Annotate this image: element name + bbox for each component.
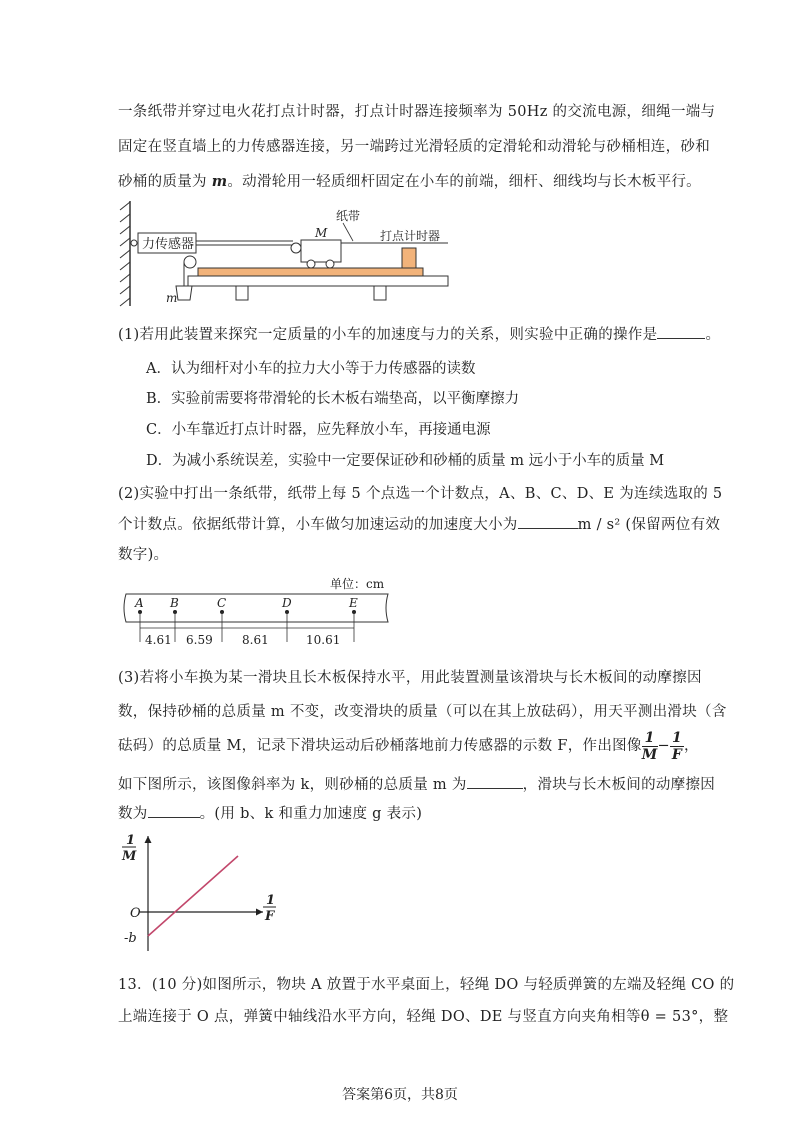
q3-line-5-text-b: 。(用 b、k 和重力加速度 g 表示) <box>199 806 423 822</box>
timer-label: 打点计时器 <box>380 229 441 243</box>
q3-mass-answer-blank[interactable] <box>467 773 523 789</box>
graph-line <box>148 856 238 936</box>
moving-pulley <box>291 243 301 253</box>
q1-option-c: C．小车靠近打点计时器，应先释放小车，再接通电源 <box>146 422 491 438</box>
intro-line-1: 一条纸带并穿过电火花打点计时器，打点计时器连接频率为 50Hz 的交流电源，细绳一端与 <box>118 104 716 120</box>
table-top <box>188 276 448 286</box>
tape-pointer <box>343 223 353 241</box>
q3-line-5 <box>118 802 422 823</box>
apparatus-diagram <box>118 196 458 311</box>
fraction-f-denominator: F <box>671 746 683 763</box>
mass-m-symbol: m <box>211 173 228 190</box>
wall-hatch <box>120 202 130 306</box>
q3-line-3-text: 砝码）的总质量 M，记录下滑块运动后砂桶落地前力传感器的示数 F，作出图像 <box>118 738 642 754</box>
x-axis-denominator: F <box>265 909 275 924</box>
tape-unit-label: 单位：cm <box>330 577 385 591</box>
intro-line-3-text-a: 砂桶的质量为 <box>118 174 212 190</box>
x-axis-numerator: 1 <box>266 893 276 908</box>
cart-wheel-left <box>307 260 315 268</box>
sand-bucket <box>176 286 192 300</box>
fraction-m-numerator: 1 <box>642 730 658 747</box>
cart-label: M <box>315 226 328 240</box>
q1-answer-blank[interactable] <box>657 323 705 339</box>
q3-line-4-text-a: 如下图所示，该图像斜率为 k，则砂桶的总质量 m 为 <box>118 777 467 793</box>
q3-line-5-text-a: 数为 <box>118 806 148 822</box>
q13-line-1: 13．(10 分)如图所示，物块 A 放置于水平桌面上，轻绳 DO 与轻质弹簧的左端及轻绳 CO 的 <box>118 977 735 993</box>
cart-body <box>301 240 341 262</box>
q2-line-1: (2)实验中打出一条纸带，纸带上每 5 个点选一个计数点，A、B、C、D、E 为连续选取的 5 <box>118 486 723 502</box>
sensor-hook <box>131 240 137 246</box>
intro-line-3-text-b: 。动滑轮用一轻质细杆固定在小车的前端，细杆、细线均与长木板平行。 <box>227 174 701 190</box>
fraction-one-over-f <box>670 730 684 763</box>
q3-line-3 <box>118 727 699 765</box>
tape-point-label-a: A <box>135 596 144 610</box>
tape-point-label-c: C <box>217 596 227 610</box>
page-footer: 答案第6页，共8页 <box>342 1087 458 1103</box>
tape-point-label-e: E <box>349 596 358 610</box>
fixed-pulley <box>184 256 196 268</box>
fraction-f-numerator: 1 <box>672 729 683 746</box>
tape-interval-bc: 6.59 <box>186 633 213 647</box>
origin-label: O <box>130 906 141 921</box>
intro-line-2: 固定在竖直墙上的力传感器连接，另一端跨过光滑轻质的定滑轮和动滑轮与砂桶相连，砂和 <box>118 139 710 155</box>
q2-answer-blank[interactable] <box>518 513 578 529</box>
tape-point-label-d: D <box>282 596 292 610</box>
tape-label: 纸带 <box>336 209 361 223</box>
tape-interval-de: 10.61 <box>306 633 341 647</box>
q3-line-4-text-b: ，滑块与长木板间的动摩擦因 <box>522 777 716 793</box>
q1-option-a: A．认为细杆对小车的拉力大小等于力传感器的读数 <box>146 361 476 377</box>
long-board <box>198 268 423 276</box>
q3-line-2: 数，保持砂桶的总质量 m 不变，改变滑块的质量（可以在其上放砝码），用天平测出滑块（含 <box>118 704 727 720</box>
q2-line-3: 数字)。 <box>118 547 169 563</box>
fraction-m-denominator: M <box>641 746 658 763</box>
q2-line-2-text-b: m / s² (保留两位有效 <box>577 517 721 533</box>
intro-line-3 <box>118 170 701 191</box>
y-axis-numerator: 1 <box>126 833 136 848</box>
paper-tape-figure <box>118 572 403 652</box>
q3-line-3-end: ， <box>684 738 699 754</box>
tape-interval-ab: 4.61 <box>145 633 172 647</box>
q1-stem <box>118 323 720 344</box>
force-sensor-label: 力传感器 <box>142 237 195 252</box>
q2-line-2-text-a: 个计数点。依据纸带计算，小车做匀加速运动的加速度大小为 <box>118 517 518 533</box>
table-leg-left <box>236 286 248 300</box>
table-leg-right <box>374 286 386 300</box>
tape-interval-cd: 8.61 <box>242 633 269 647</box>
cart-wheel-right <box>326 260 334 268</box>
fraction-one-over-m <box>642 730 658 763</box>
intercept-label: -b <box>124 931 137 946</box>
tape-point-label-b: B <box>170 596 179 610</box>
bucket-label: m <box>166 291 178 305</box>
q1-stem-text: (1)若用此装置来探究一定质量的小车的加速度与力的关系，则实验中正确的操作是 <box>118 327 658 343</box>
q3-line-1: (3)若将小车换为某一滑块且长木板保持水平，用此装置测量该滑块与长木板间的动摩擦因 <box>118 670 702 686</box>
y-axis-denominator: M <box>122 849 137 864</box>
graph-inverse-m-vs-inverse-f <box>118 826 288 956</box>
minus-sign: − <box>657 738 670 754</box>
q3-line-4 <box>118 773 715 794</box>
q13-line-2: 上端连接于 O 点，弹簧中轴线沿水平方向，轻绳 DO、DE 与竖直方向夹角相等θ = 53°，整 <box>118 1009 729 1025</box>
q2-line-2 <box>118 513 720 534</box>
q3-friction-answer-blank[interactable] <box>148 802 200 818</box>
spark-timer <box>402 248 416 268</box>
q1-stem-end: 。 <box>705 327 721 343</box>
q1-option-d: D．为减小系统误差，实验中一定要保证砂和砂桶的质量 m 远小于小车的质量 M <box>146 453 665 469</box>
q1-option-b: B．实验前需要将带滑轮的长木板右端垫高，以平衡摩擦力 <box>146 391 520 407</box>
